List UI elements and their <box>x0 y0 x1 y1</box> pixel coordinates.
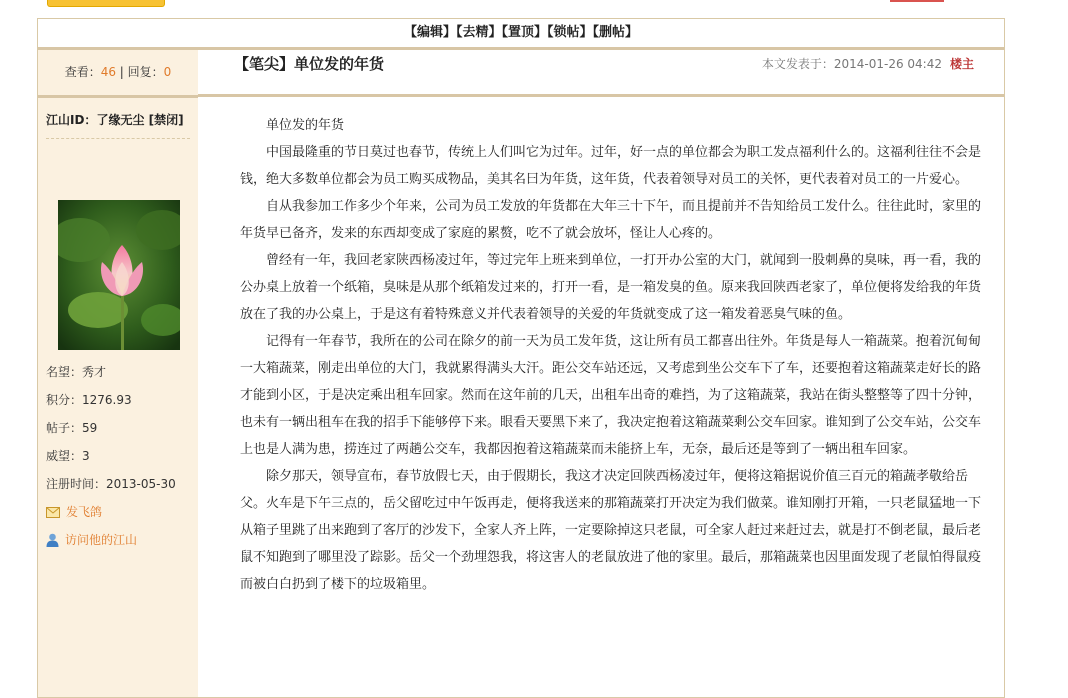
delete-button[interactable]: 【删帖】 <box>592 25 639 40</box>
post-body <box>240 112 984 598</box>
floor-label: 楼主 <box>949 57 974 71</box>
visit-home-label: 访问他的江山 <box>65 533 138 547</box>
post-paragraph: 中国最隆重的节日莫过也春节，传统上人们叫它为过年。过年，好一点的单位都会为职工发点福利什么的。这福利往往不会是钱，绝大多数单位都会为员工购买成物品，美其名曰为年货，这年货，代表着领导对员工的关怀，更代表着对员工的一片爱心。 <box>240 145 982 187</box>
avatar[interactable] <box>58 200 180 350</box>
envelope-icon <box>46 507 60 518</box>
author-username[interactable]: 了缘无尘 <box>96 113 145 127</box>
pin-button[interactable]: 【置顶】 <box>501 25 547 40</box>
send-message-label: 发飞鸽 <box>66 505 103 519</box>
post-paragraph: 曾经有一年，我回老家陕西杨凌过年，等过完年上班来到单位，一打开办公室的大门，就闻到一股刺鼻的臭味，再一看，我的公办桌上放着一个纸箱，臭味是从那个纸箱发过来的，打开一看，是一箱发臭的鱼。原来我回陕西老家了，单位便将发给我的年货放在了我的办公桌上，于是这有着特殊意义并代表着领导的关爱的年货就变成了这一箱发着恶臭气味的鱼。 <box>240 253 982 322</box>
post-date: 本文发表于：2014-01-26 04:42 <box>761 57 942 71</box>
profile-rank: 名望：秀才 <box>46 365 107 379</box>
profile-score: 积分：1276.93 <box>46 393 132 407</box>
post-paragraph: 自从我参加工作多少个年来，公司为员工发放的年货都在大年三十下午，而且提前并不告知给员工发什么。往往此时，家里的年货早已备齐，发来的东西却变成了家庭的累赘，吃不了就会放坏，怪让人心疼的。 <box>240 199 982 241</box>
stats-separator: | <box>115 65 128 79</box>
post-stats <box>38 50 198 98</box>
post-paragraph: 单位发的年货 <box>266 118 345 133</box>
views-count: 46 <box>100 65 116 79</box>
author-id-label: 江山ID： <box>46 113 97 127</box>
divider <box>46 138 190 139</box>
replies-label: 回复： <box>127 65 164 79</box>
profile-registered: 注册时间：2013-05-30 <box>46 477 176 491</box>
top-accent-bar <box>890 0 944 2</box>
post-frame <box>37 18 1005 698</box>
top-button[interactable] <box>47 0 165 7</box>
remove-digest-button[interactable]: 【去精】 <box>455 25 502 40</box>
post-header <box>198 50 1004 97</box>
edit-button[interactable]: 【编辑】 <box>403 25 456 40</box>
replies-count: 0 <box>163 65 172 79</box>
author-profile <box>46 358 176 554</box>
send-message-link[interactable] <box>46 498 176 526</box>
lotus-image <box>58 200 180 350</box>
profile-posts: 帖子：59 <box>46 421 98 435</box>
moderation-toolbar <box>38 19 1004 50</box>
visit-home-link[interactable] <box>46 526 176 554</box>
author-sidebar <box>38 50 198 697</box>
post-meta <box>762 50 974 78</box>
post-paragraph: 除夕那天，领导宣布，春节放假七天，由于假期长，我这才决定回陕西杨凌过年，便将这箱据说价值三百元的箱蔬孝敬给岳父。火车是下午三点的，岳父留吃过中午饭再走，便将我送来的那箱蔬菜打开决定为我们做菜。谁知刚打开箱，一只老鼠猛地一下从箱子里跳了出来跑到了客厅的沙发下，全家人齐上阵，一定要除掉这只老鼠，可全家人赶过来赶过去，就是打不倒老鼠，最后老鼠不知跑到了哪里没了踪影。岳父一个劲埋怨我，将这害人的老鼠放进了他的家里。最后，那箱蔬菜也因里面发现了老鼠怕得鼠疫而被白白扔到了楼下的垃圾箱里。 <box>240 469 982 592</box>
author-name <box>38 98 198 134</box>
post-title: 【笔尖】单位发的年货 <box>234 55 385 73</box>
user-icon <box>46 533 59 547</box>
post-content <box>198 50 1004 697</box>
post-paragraph: 记得有一年春节，我所在的公司在除夕的前一天为员工发年货，这让所有员工都喜出往外。年货是每人一箱蔬菜。抱着沉甸甸一大箱蔬菜，刚走出单位的大门，我就累得满头大汗。距公交车站还远，又考虑到坐公交车下了车，还要抱着这箱蔬菜走好长的路才能到小区，于是决定乘出租车回家。然而在这年前的几天，出租车出奇的难挡，为了这箱蔬菜，我站在街头整整等了四十分钟，也未有一辆出租车在我的招手下能够停下来。眼看天要黑下来了，我决定抱着这箱蔬菜剩公交车回家。谁知到了公交车站，公交车上也是人满为患，捞连过了两趟公交车，我都因抱着这箱蔬菜而未能挤上车，无奈，最后还是等到了一辆出租车回家。 <box>240 334 982 457</box>
profile-prestige: 威望：3 <box>46 449 90 463</box>
lock-button[interactable]: 【锁帖】 <box>547 25 593 40</box>
author-status: [禁闭] <box>148 113 184 127</box>
views-label: 查看： <box>64 65 101 79</box>
